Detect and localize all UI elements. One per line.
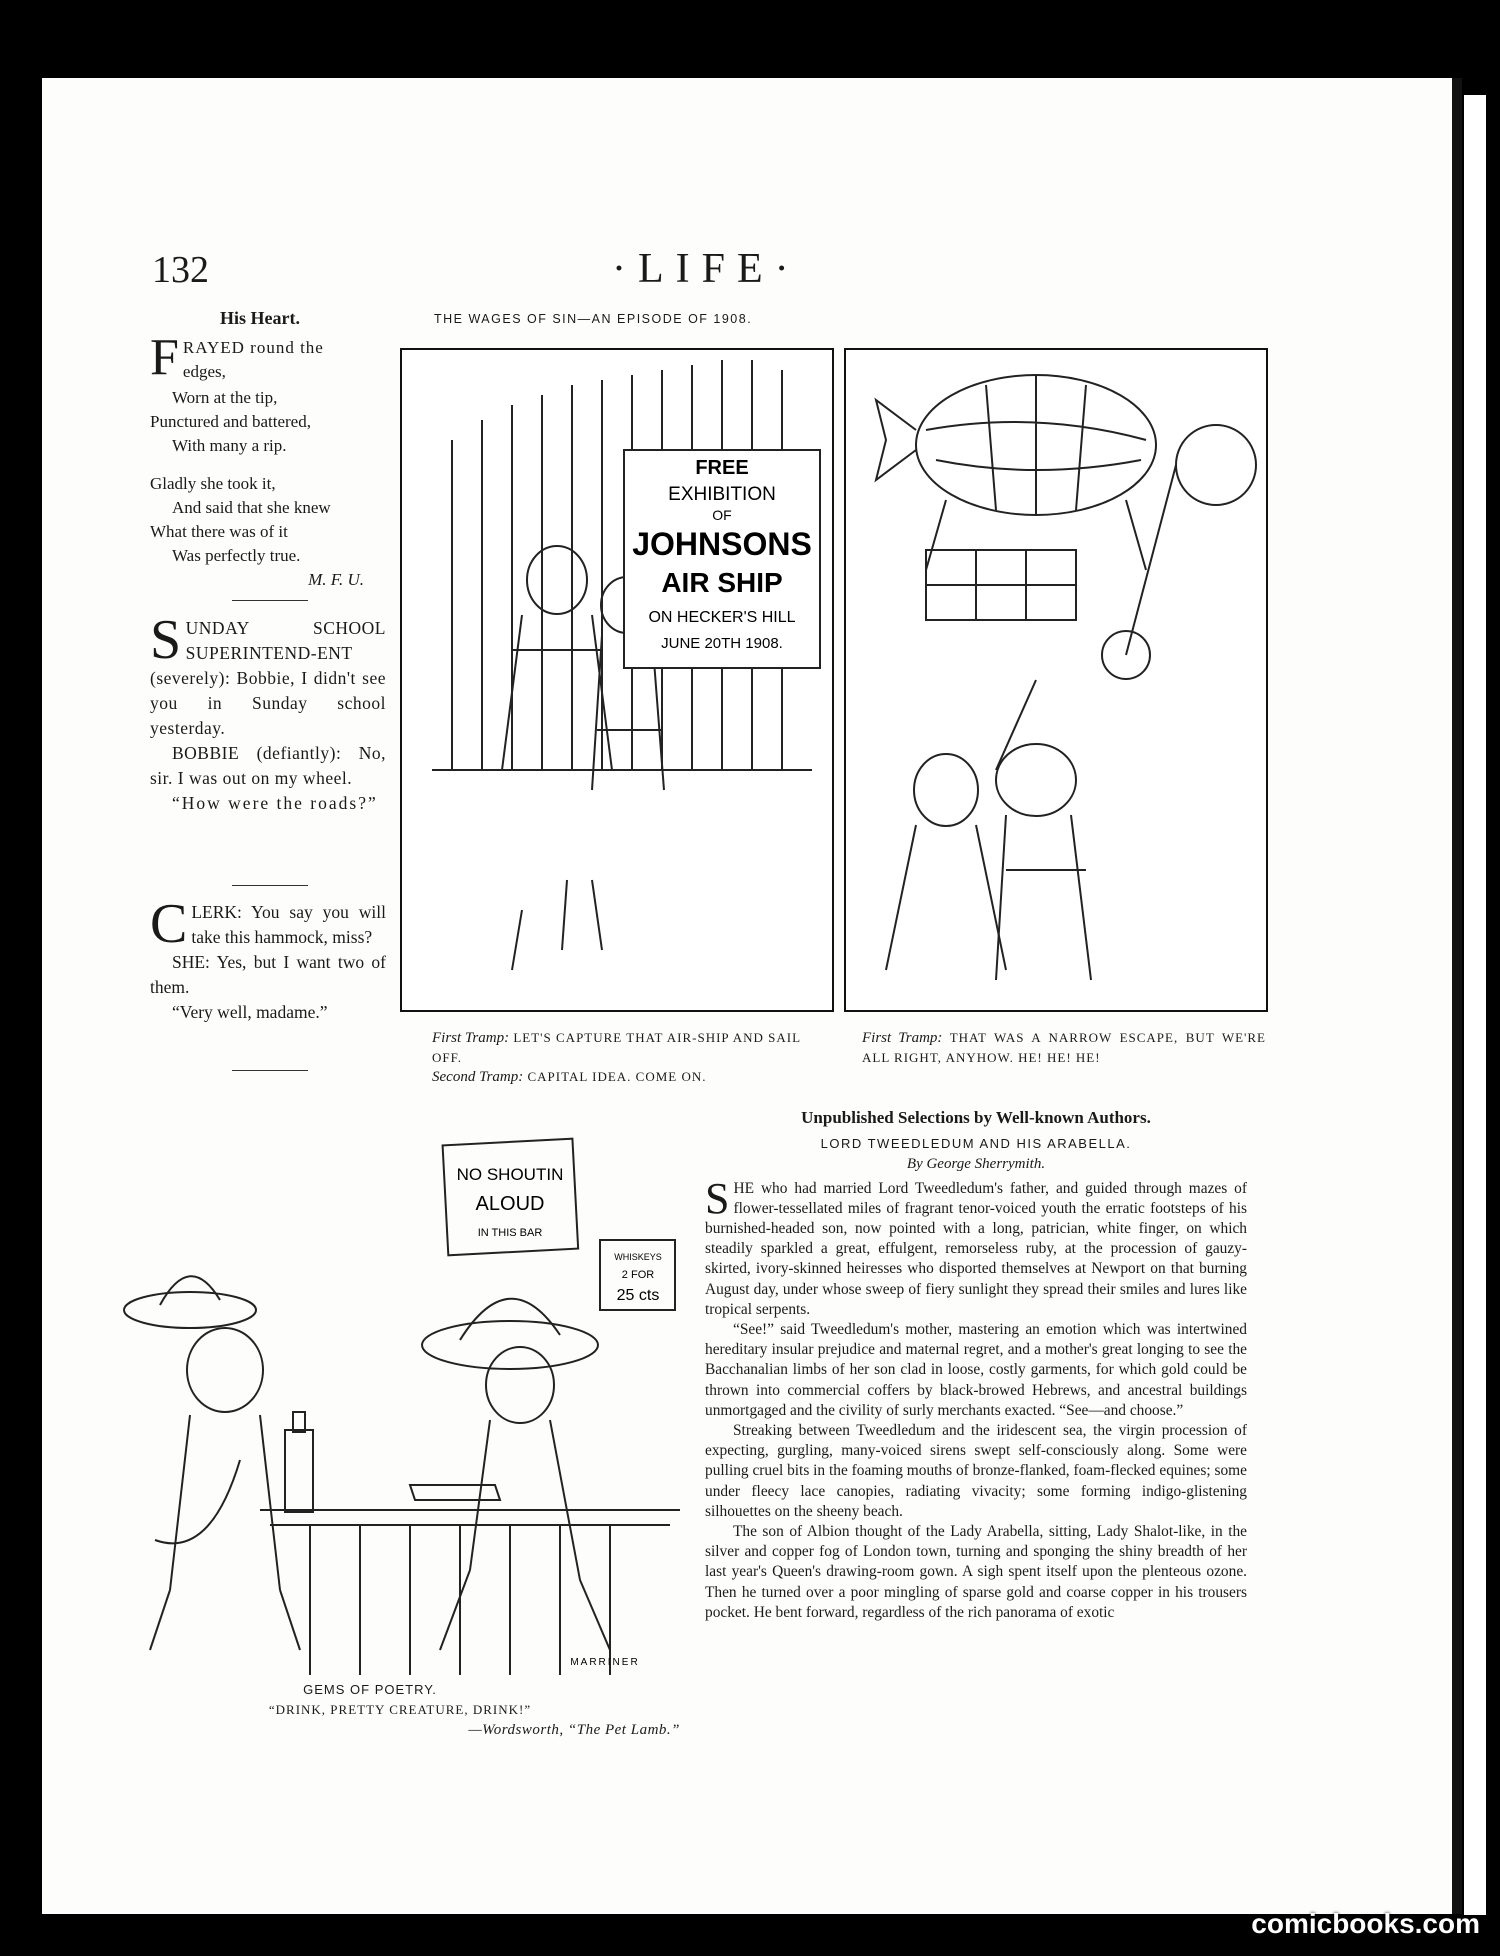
poem-line: edges, — [182, 362, 226, 381]
cartoon-caption-title: GEMS OF POETRY. — [303, 1682, 437, 1697]
poem-line: Worn at the tip, — [172, 388, 278, 407]
sign-line: FREE — [695, 457, 749, 479]
caption-text: CAPITAL IDEA. COME ON. — [527, 1069, 707, 1084]
caption-text: LET'S CAPTURE THAT AIR-SHIP AND SAIL OFF. — [432, 1030, 801, 1065]
sign-line: ON HECKER'S HILL — [648, 609, 796, 626]
comic-title: THE WAGES OF SIN—AN EPISODE OF 1908. — [434, 312, 753, 326]
caption-speaker: Second Tramp: — [432, 1069, 524, 1085]
cartoon-bar-scene — [110, 1130, 690, 1675]
panel-left-illustration — [402, 350, 832, 1010]
caption-speaker: First Tramp: — [432, 1030, 510, 1046]
artist-signature: MARRINER — [570, 1657, 640, 1668]
article-drop-letter: S — [705, 1173, 730, 1223]
divider — [232, 885, 308, 886]
cartoon-caption-quote: “DRINK, PRETTY CREATURE, DRINK!” — [268, 1702, 532, 1717]
caption-right — [846, 1028, 1266, 1067]
poem-title: His Heart. — [220, 308, 300, 328]
article-paragraph: Streaking between Tweedledum and the iridescent sea, the virgin procession of expecting, gurgling, many-voiced sirens swept self-consciously along. Some were pulling cruel bits in the foaming mouths of bronze-flanked, foam-flecked equines; some under fleecy lace canopies, radiating vivacity; some forming indigo-glistening silhouettes on the sheeny beach. — [705, 1422, 1247, 1520]
joke1-drop-letter: S — [150, 609, 182, 671]
cartoon-caption — [120, 1680, 680, 1740]
poem-signature: M. F. U. — [308, 570, 364, 589]
article-paragraph: HE who had married Lord Tweedledum's father, and guided through mazes of flower-tessellated miles of fragrant tenor-voiced youth the erratic footsteps of his burnished-headed son, now pointed with a long, patrician, white finger, on which steadily sparkled a great, effulgent, remorseless ruby, at the procession of gauzy-skirted, ivory-skinned heiresses who disported themselves at Newport on that burning August day, under whose sweep of fiery sunlight they spread their smiles and lures like tropical serpents. — [705, 1179, 1247, 1318]
price-sign-line: 2 FOR — [621, 1269, 655, 1281]
bar-sign-line: NO SHOUTIN — [456, 1165, 564, 1184]
joke2-drop-letter: C — [150, 893, 188, 955]
comic-panel-right — [844, 348, 1268, 1012]
divider — [232, 600, 308, 601]
poem-line: Was perfectly true. — [172, 546, 301, 565]
joke2-para: LERK: You say you will take this hammock, miss? — [191, 902, 386, 947]
joke-clerk — [150, 893, 386, 1025]
poem-line: And said that she knew — [172, 498, 331, 517]
comic-panel-left — [400, 348, 834, 1012]
article-paragraph: The son of Albion thought of the Lady Arabella, sitting, Lady Shalot-like, in the silver and copper fog of London town, turning and sponging the shiny breadth of her last year's Queen's drawing-room gown. A sigh spent itself upon the plenteous ozone. Then he turned over a poor mingling of sparse gold and coarse copper in his trousers pocket. He bent forward, regardless of the rich panorama of exotic — [705, 1523, 1247, 1621]
joke1-para: “How were the roads?” — [172, 793, 378, 813]
sign-line: JOHNSONS — [632, 526, 812, 562]
sign-line: JUNE 20TH 1908. — [661, 635, 783, 652]
panel-right-illustration — [846, 350, 1266, 1010]
caption-speaker: First Tramp: — [862, 1030, 943, 1046]
poem-line: RAYED round the — [182, 338, 324, 357]
sign-line: OF — [712, 507, 732, 523]
cartoon-illustration — [110, 1130, 690, 1675]
page-number: 132 — [152, 249, 209, 291]
bar-sign-line: ALOUD — [475, 1193, 545, 1215]
price-sign-line: 25 cts — [616, 1287, 660, 1304]
article-subheading: LORD TWEEDLEDUM AND HIS ARABELLA. — [820, 1136, 1132, 1152]
sign-line: EXHIBITION — [668, 484, 776, 505]
poem — [150, 329, 386, 592]
cartoon-caption-attribution: —Wordsworth, “The Pet Lamb.” — [468, 1722, 680, 1738]
divider — [232, 1070, 308, 1071]
poem-drop-letter: F — [150, 329, 179, 386]
article — [705, 1108, 1247, 1623]
watermark: comicbooks.com — [1251, 1908, 1480, 1939]
poem-line: What there was of it — [150, 522, 288, 541]
price-sign-line: WHISKEYS — [614, 1252, 662, 1262]
joke-sunday-school — [150, 609, 386, 816]
caption-left — [400, 1028, 830, 1087]
joke2-para: “Very well, madame.” — [172, 1002, 328, 1022]
masthead-title: ·LIFE· — [612, 246, 801, 292]
article-paragraph: “See!” said Tweedledum's mother, mastering an emotion which was intertwined hereditary insular prejudice and maternal regret, and a mother's great longing to see the Bacchanalian limbs of her son clad in loose, costly garments, for which gold could be thrown into commercial coffers by black-browed Hebrews, and ancestral buildings unmortgaged and the civility of surly merchants exacted. “See—and choose.” — [705, 1321, 1247, 1419]
joke1-para: BOBBIE (defiantly): No, sir. I was out on my wheel. — [150, 743, 386, 788]
poem-line: With many a rip. — [172, 436, 287, 455]
poem-line: Gladly she took it, — [150, 474, 276, 493]
poem-line: Punctured and battered, — [150, 412, 311, 431]
article-byline: By George Sherrymith. — [906, 1156, 1046, 1173]
article-heading: Unpublished Selections by Well-known Authors. — [801, 1108, 1151, 1127]
joke1-para: UNDAY SCHOOL SUPERINTEND-ENT (severely): Bobbie, I didn't see you in Sunday school yesterday. — [150, 618, 386, 738]
bar-sign-line: IN THIS BAR — [477, 1227, 543, 1239]
facing-page-edge — [1464, 95, 1486, 1915]
caption-text: THAT WAS A NARROW ESCAPE, BUT WE'RE ALL RIGHT, ANYHOW. HE! HE! HE! — [862, 1030, 1267, 1065]
sign-line: AIR SHIP — [661, 567, 783, 598]
joke2-para: SHE: Yes, but I want two of them. — [150, 952, 386, 997]
